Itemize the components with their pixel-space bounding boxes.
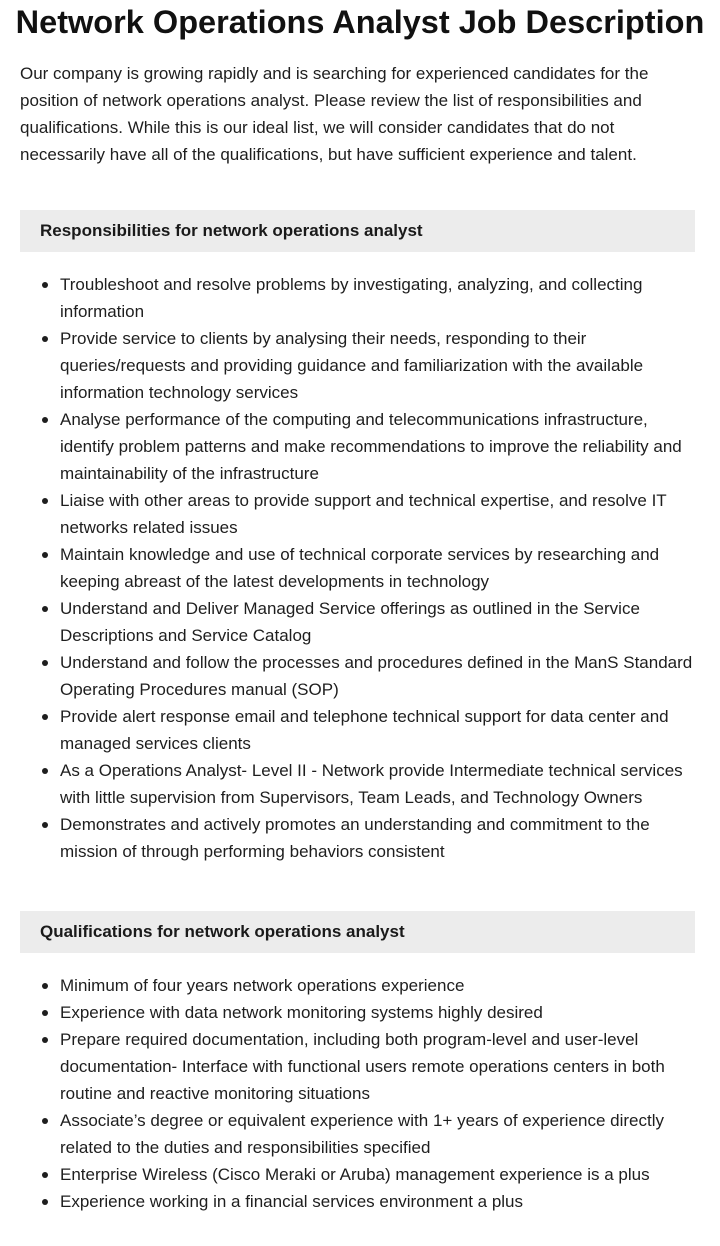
list-item: Minimum of four years network operations experience	[20, 972, 700, 999]
list-item: Experience working in a financial services environment a plus	[20, 1188, 700, 1215]
list-item: As a Operations Analyst- Level II - Network provide Intermediate technical services with little supervision from Supervisors, Team Leads, and Technology Owners	[20, 757, 700, 811]
list-item: Understand and follow the processes and procedures defined in the ManS Standard Operating Procedures manual (SOP)	[20, 649, 700, 703]
responsibilities-heading: Responsibilities for network operations analyst	[20, 210, 695, 252]
qualifications-list	[20, 972, 700, 1215]
list-item: Analyse performance of the computing and telecommunications infrastructure, identify problem patterns and make recommendations to improve the reliability and maintainability of the infrastructure	[20, 406, 700, 487]
list-item: Associate’s degree or equivalent experience with 1+ years of experience directly related to the duties and responsibilities specified	[20, 1107, 700, 1161]
list-item: Enterprise Wireless (Cisco Meraki or Aruba) management experience is a plus	[20, 1161, 700, 1188]
list-item: Provide service to clients by analysing their needs, responding to their queries/requests and providing guidance and familiarization with the available information technology services	[20, 325, 700, 406]
list-item: Provide alert response email and telephone technical support for data center and managed services clients	[20, 703, 700, 757]
intro-paragraph: Our company is growing rapidly and is searching for experienced candidates for the position of network operations analyst. Please review the list of responsibilities and qualifications. While this is our ideal list, we will consider candidates that do not necessarily have all of the qualifications, but have sufficient experience and talent.	[20, 64, 649, 164]
responsibilities-list	[20, 271, 700, 865]
list-item: Maintain knowledge and use of technical corporate services by researching and keeping abreast of the latest developments in technology	[20, 541, 700, 595]
list-item: Experience with data network monitoring systems highly desired	[20, 999, 700, 1026]
page-title: Network Operations Analyst Job Description	[15, 4, 705, 40]
list-item: Troubleshoot and resolve problems by investigating, analyzing, and collecting information	[20, 271, 700, 325]
list-item: Liaise with other areas to provide support and technical expertise, and resolve IT networks related issues	[20, 487, 700, 541]
list-item: Prepare required documentation, including both program-level and user-level documentation- Interface with functional users remote operations centers in both routine and reactive monitoring situations	[20, 1026, 700, 1107]
list-item: Understand and Deliver Managed Service offerings as outlined in the Service Descriptions and Service Catalog	[20, 595, 700, 649]
qualifications-heading: Qualifications for network operations analyst	[20, 911, 695, 953]
list-item: Demonstrates and actively promotes an understanding and commitment to the mission of through performing behaviors consistent	[20, 811, 700, 865]
